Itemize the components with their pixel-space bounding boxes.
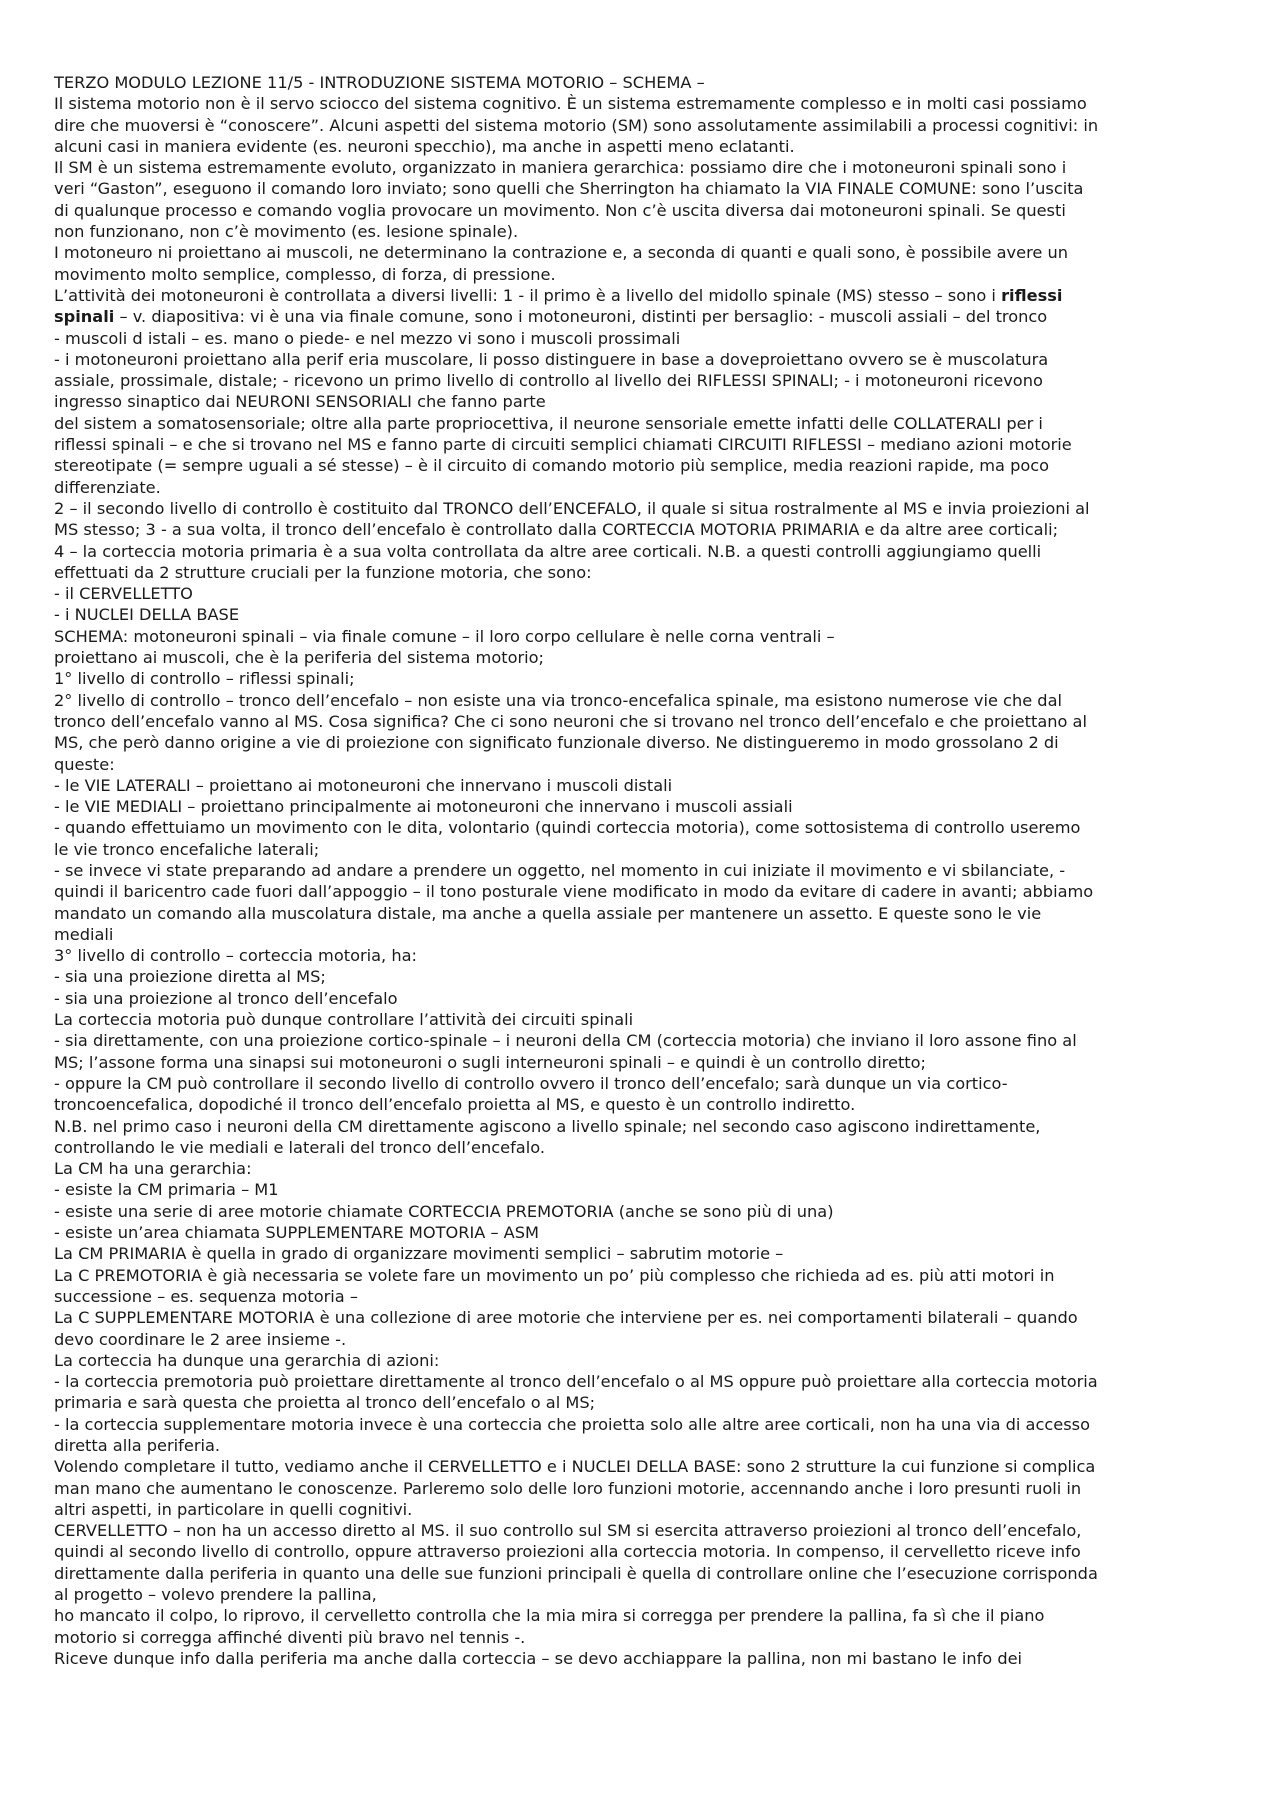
text-line: - il CERVELLETTO (54, 584, 193, 604)
text-line: Il SM è un sistema estremamente evoluto, organizzato in maniera gerarchica: possiamo dire che i motoneuroni spinali sono i (54, 158, 1067, 178)
text-line: La corteccia motoria può dunque controllare l’attività dei circuiti spinali (54, 1010, 634, 1030)
text-line: differenziate. (54, 477, 161, 497)
text-line: stereotipate (= sempre uguali a sé stesse) – è il circuito di comando motorio più semplice, media reazioni rapide, ma poco (54, 456, 1050, 476)
text-line: motorio si corregga affinché diventi più bravo nel tennis -. (54, 1627, 526, 1647)
text-line: controllando le vie mediali e laterali del tronco dell’encefalo. (54, 1137, 545, 1157)
text-line: primaria e sarà questa che proietta al tronco dell’encefalo o al MS; (54, 1393, 596, 1413)
text-line: successione – es. sequenza motoria – (54, 1286, 358, 1306)
text-line: - sia direttamente, con una proiezione cortico-spinale – i neuroni della CM (corteccia motoria) che inviano il loro assone fino al (54, 1031, 1077, 1051)
text-line: spinali – v. diapositiva: vi è una via finale comune, sono i motoneuroni, distinti per bersaglio: - muscoli assiali – del tronco (54, 307, 1048, 327)
text-line: queste: (54, 754, 115, 774)
text-line: 2 – il secondo livello di controllo è costituito dal TRONCO dell’ENCEFALO, il quale si situa rostralmente al MS e invia proiezioni al (54, 498, 1090, 518)
text-line: - i motoneuroni proiettano alla perif eria muscolare, li posso distinguere in base a doveproiettano ovvero se è muscolatura (54, 349, 1049, 369)
text-line: assiale, prossimale, distale; - ricevono un primo livello di controllo al livello dei RIFLESSI SPINALI; - i motoneuroni ricevono (54, 371, 1043, 391)
text-line: MS stesso; 3 - a sua volta, il tronco dell’encefalo è controllato dalla CORTECCIA MOTORIA PRIMARIA e da altre aree corticali; (54, 520, 1059, 540)
text-line: La C SUPPLEMENTARE MOTORIA è una collezione di aree motorie che interviene per es. nei comportamenti bilaterali – quando (54, 1308, 1078, 1328)
text-line: quindi il baricentro cade fuori dall’appoggio – il tono posturale viene modificato in modo da evitare di cadere in avanti; abbiamo (54, 882, 1094, 902)
text-line: effettuati da 2 strutture cruciali per la funzione motoria, che sono: (54, 562, 592, 582)
text-line: - esiste la CM primaria – M1 (54, 1180, 279, 1200)
text-line: 4 – la corteccia motoria primaria è a sua volta controllata da altre aree corticali. N.B. a questi controlli aggiungiamo quelli (54, 541, 1042, 561)
text-line: Riceve dunque info dalla periferia ma anche dalla corteccia – se devo acchiappare la pallina, non mi bastano le info dei (54, 1648, 1023, 1668)
text-line: diretta alla periferia. (54, 1436, 221, 1455)
text-line: La corteccia ha dunque una gerarchia di azioni: (54, 1350, 440, 1370)
text-line: quindi al secondo livello di controllo, oppure attraverso proiezioni alla corteccia motoria. In compenso, il cervelletto riceve info (54, 1542, 1081, 1562)
document-body (54, 72, 1210, 1669)
text-line: mandato un comando alla muscolatura distale, ma anche a quella assiale per mantenere un assetto. E queste sono le vie (54, 903, 1042, 923)
text-line: dire che muoversi è “conoscere”. Alcuni aspetti del sistema motorio (SM) sono assolutamente assimilabili a processi cognitivi: in (54, 115, 1099, 135)
text-line: - le VIE MEDIALI – proiettano principalmente ai motoneuroni che innervano i muscoli assiali (54, 797, 793, 817)
document-title: TERZO MODULO LEZIONE 11/5 - INTRODUZIONE SISTEMA MOTORIO – SCHEMA – (54, 73, 705, 92)
text-line: veri “Gaston”, eseguono il comando loro inviato; sono quelli che Sherrington ha chiamato la VIA FINALE COMUNE: sono l’uscita (54, 179, 1084, 199)
text-line: 3° livello di controllo – corteccia motoria, ha: (54, 946, 417, 966)
text-line: - quando effettuiamo un movimento con le dita, volontario (quindi corteccia motoria), come sottosistema di controllo useremo (54, 818, 1081, 838)
text-line: le vie tronco encefaliche laterali; (54, 839, 320, 859)
text-line: di qualunque processo e comando voglia provocare un movimento. Non c’è uscita diversa dai motoneuroni spinali. Se questi (54, 200, 1066, 220)
text-line: ingresso sinaptico dai NEURONI SENSORIALI che fanno parte (54, 392, 546, 412)
text-line: movimento molto semplice, complesso, di forza, di pressione. (54, 264, 556, 284)
text-line: - sia una proiezione al tronco dell’encefalo (54, 988, 398, 1008)
text-line: riflessi spinali – e che si trovano nel MS e fanno parte di circuiti semplici chiamati CIRCUITI RIFLESSI – mediano azioni motorie (54, 435, 1072, 455)
text-line: man mano che aumentano le conoscenze. Parleremo solo delle loro funzioni motorie, accennando anche i loro presunti ruoli in (54, 1478, 1082, 1498)
text-line: alcuni casi in maniera evidente (es. neuroni specchio), ma anche in aspetti meno eclatanti. (54, 136, 795, 156)
text-line: - se invece vi state preparando ad andare a prendere un oggetto, nel momento in cui iniziate il movimento e vi sbilanciate, - (54, 860, 1066, 880)
text-line: - sia una proiezione diretta al MS; (54, 967, 326, 987)
text-line: del sistem a somatosensoriale; oltre alla parte propriocettiva, il neurone sensoriale emette infatti delle COLLATERALI per i (54, 413, 1043, 433)
text-line: - i NUCLEI DELLA BASE (54, 605, 240, 625)
text-line: La CM PRIMARIA è quella in grado di organizzare movimenti semplici – sabrutim motorie – (54, 1244, 784, 1264)
text-line: devo coordinare le 2 aree insieme -. (54, 1329, 347, 1349)
text-line: - la corteccia premotoria può proiettare direttamente al tronco dell’encefalo o al MS oppure può proiettare alla corteccia motoria (54, 1372, 1098, 1392)
bold-term: spinali (54, 307, 115, 327)
text-line: N.B. nel primo caso i neuroni della CM direttamente agiscono a livello spinale; nel secondo caso agiscono indirettamente, (54, 1116, 1041, 1136)
text-line: tronco dell’encefalo vanno al MS. Cosa significa? Che ci sono neuroni che si trovano nel tronco dell’encefalo e che proiettano al (54, 711, 1087, 731)
text-line: Volendo completare il tutto, vediamo anche il CERVELLETTO e i NUCLEI DELLA BASE: sono 2 strutture la cui funzione si complica (54, 1457, 1096, 1477)
bold-term: riflessi (1001, 285, 1063, 305)
text-line: ho mancato il colpo, lo riprovo, il cervelletto controlla che la mia mira si corregga per prendere la pallina, fa sì che il piano (54, 1606, 1045, 1626)
text-line: - le VIE LATERALI – proiettano ai motoneuroni che innervano i muscoli distali (54, 775, 673, 795)
text-line: La C PREMOTORIA è già necessaria se volete fare un movimento un po’ più complesso che richieda ad es. più atti motori in (54, 1265, 1055, 1285)
text-line: L’attività dei motoneuroni è controllata a diversi livelli: 1 - il primo è a livello del midollo spinale (MS) stesso – sono i riflessi (54, 285, 1063, 305)
text-line: 2° livello di controllo – tronco dell’encefalo – non esiste una via tronco-encefalica spinale, ma esistono numerose vie che dal (54, 690, 1063, 710)
text-line: SCHEMA: motoneuroni spinali – via finale comune – il loro corpo cellulare è nelle corna ventrali – (54, 626, 835, 646)
text-line: mediali (54, 924, 114, 944)
text-line: I motoneuro ni proiettano ai muscoli, ne determinano la contrazione e, a seconda di quanti e quali sono, è possibile avere un (54, 243, 1069, 263)
text-line: Il sistema motorio non è il servo sciocco del sistema cognitivo. È un sistema estremamente complesso e in molti casi possiamo (54, 94, 1087, 114)
text-line: - esiste un’area chiamata SUPPLEMENTARE MOTORIA – ASM (54, 1223, 539, 1243)
text-line: - la corteccia supplementare motoria invece è una corteccia che proietta solo alle altre aree corticali, non ha una via di accesso (54, 1414, 1090, 1434)
text-line: proiettano ai muscoli, che è la periferia del sistema motorio; (54, 648, 544, 668)
text-line: MS; l’assone forma una sinapsi sui motoneuroni o sugli interneuroni spinali – e quindi è un controllo diretto; (54, 1052, 926, 1072)
text-line: direttamente dalla periferia in quanto una delle sue funzioni principali è quella di controllare online che l’esecuzione corrisponda (54, 1563, 1098, 1583)
text-line: MS, che però danno origine a vie di proiezione con significato funzionale diverso. Ne distingueremo in modo grossolano 2 di (54, 733, 1059, 753)
text-line: - muscoli d istali – es. mano o piede- e nel mezzo vi sono i muscoli prossimali (54, 328, 681, 348)
text-line: CERVELLETTO – non ha un accesso diretto al MS. il suo controllo sul SM si esercita attraverso proiezioni al tronco dell’encefalo, (54, 1521, 1082, 1541)
text-line: - oppure la CM può controllare il secondo livello di controllo ovvero il tronco dell’encefalo; sarà dunque un via cortico- (54, 1073, 1008, 1093)
text-line: troncoencefalica, dopodiché il tronco dell’encefalo proietta al MS, e questo è un controllo indiretto. (54, 1095, 856, 1115)
text-line: non funzionano, non c’è movimento (es. lesione spinale). (54, 222, 519, 242)
text-line: - esiste una serie di aree motorie chiamate CORTECCIA PREMOTORIA (anche se sono più di una) (54, 1201, 834, 1221)
text-line: 1° livello di controllo – riflessi spinali; (54, 669, 355, 689)
text-line: al progetto – volevo prendere la pallina, (54, 1585, 377, 1605)
text-line: altri aspetti, in particolare in quelli cognitivi. (54, 1499, 413, 1519)
text-line: La CM ha una gerarchia: (54, 1159, 252, 1179)
